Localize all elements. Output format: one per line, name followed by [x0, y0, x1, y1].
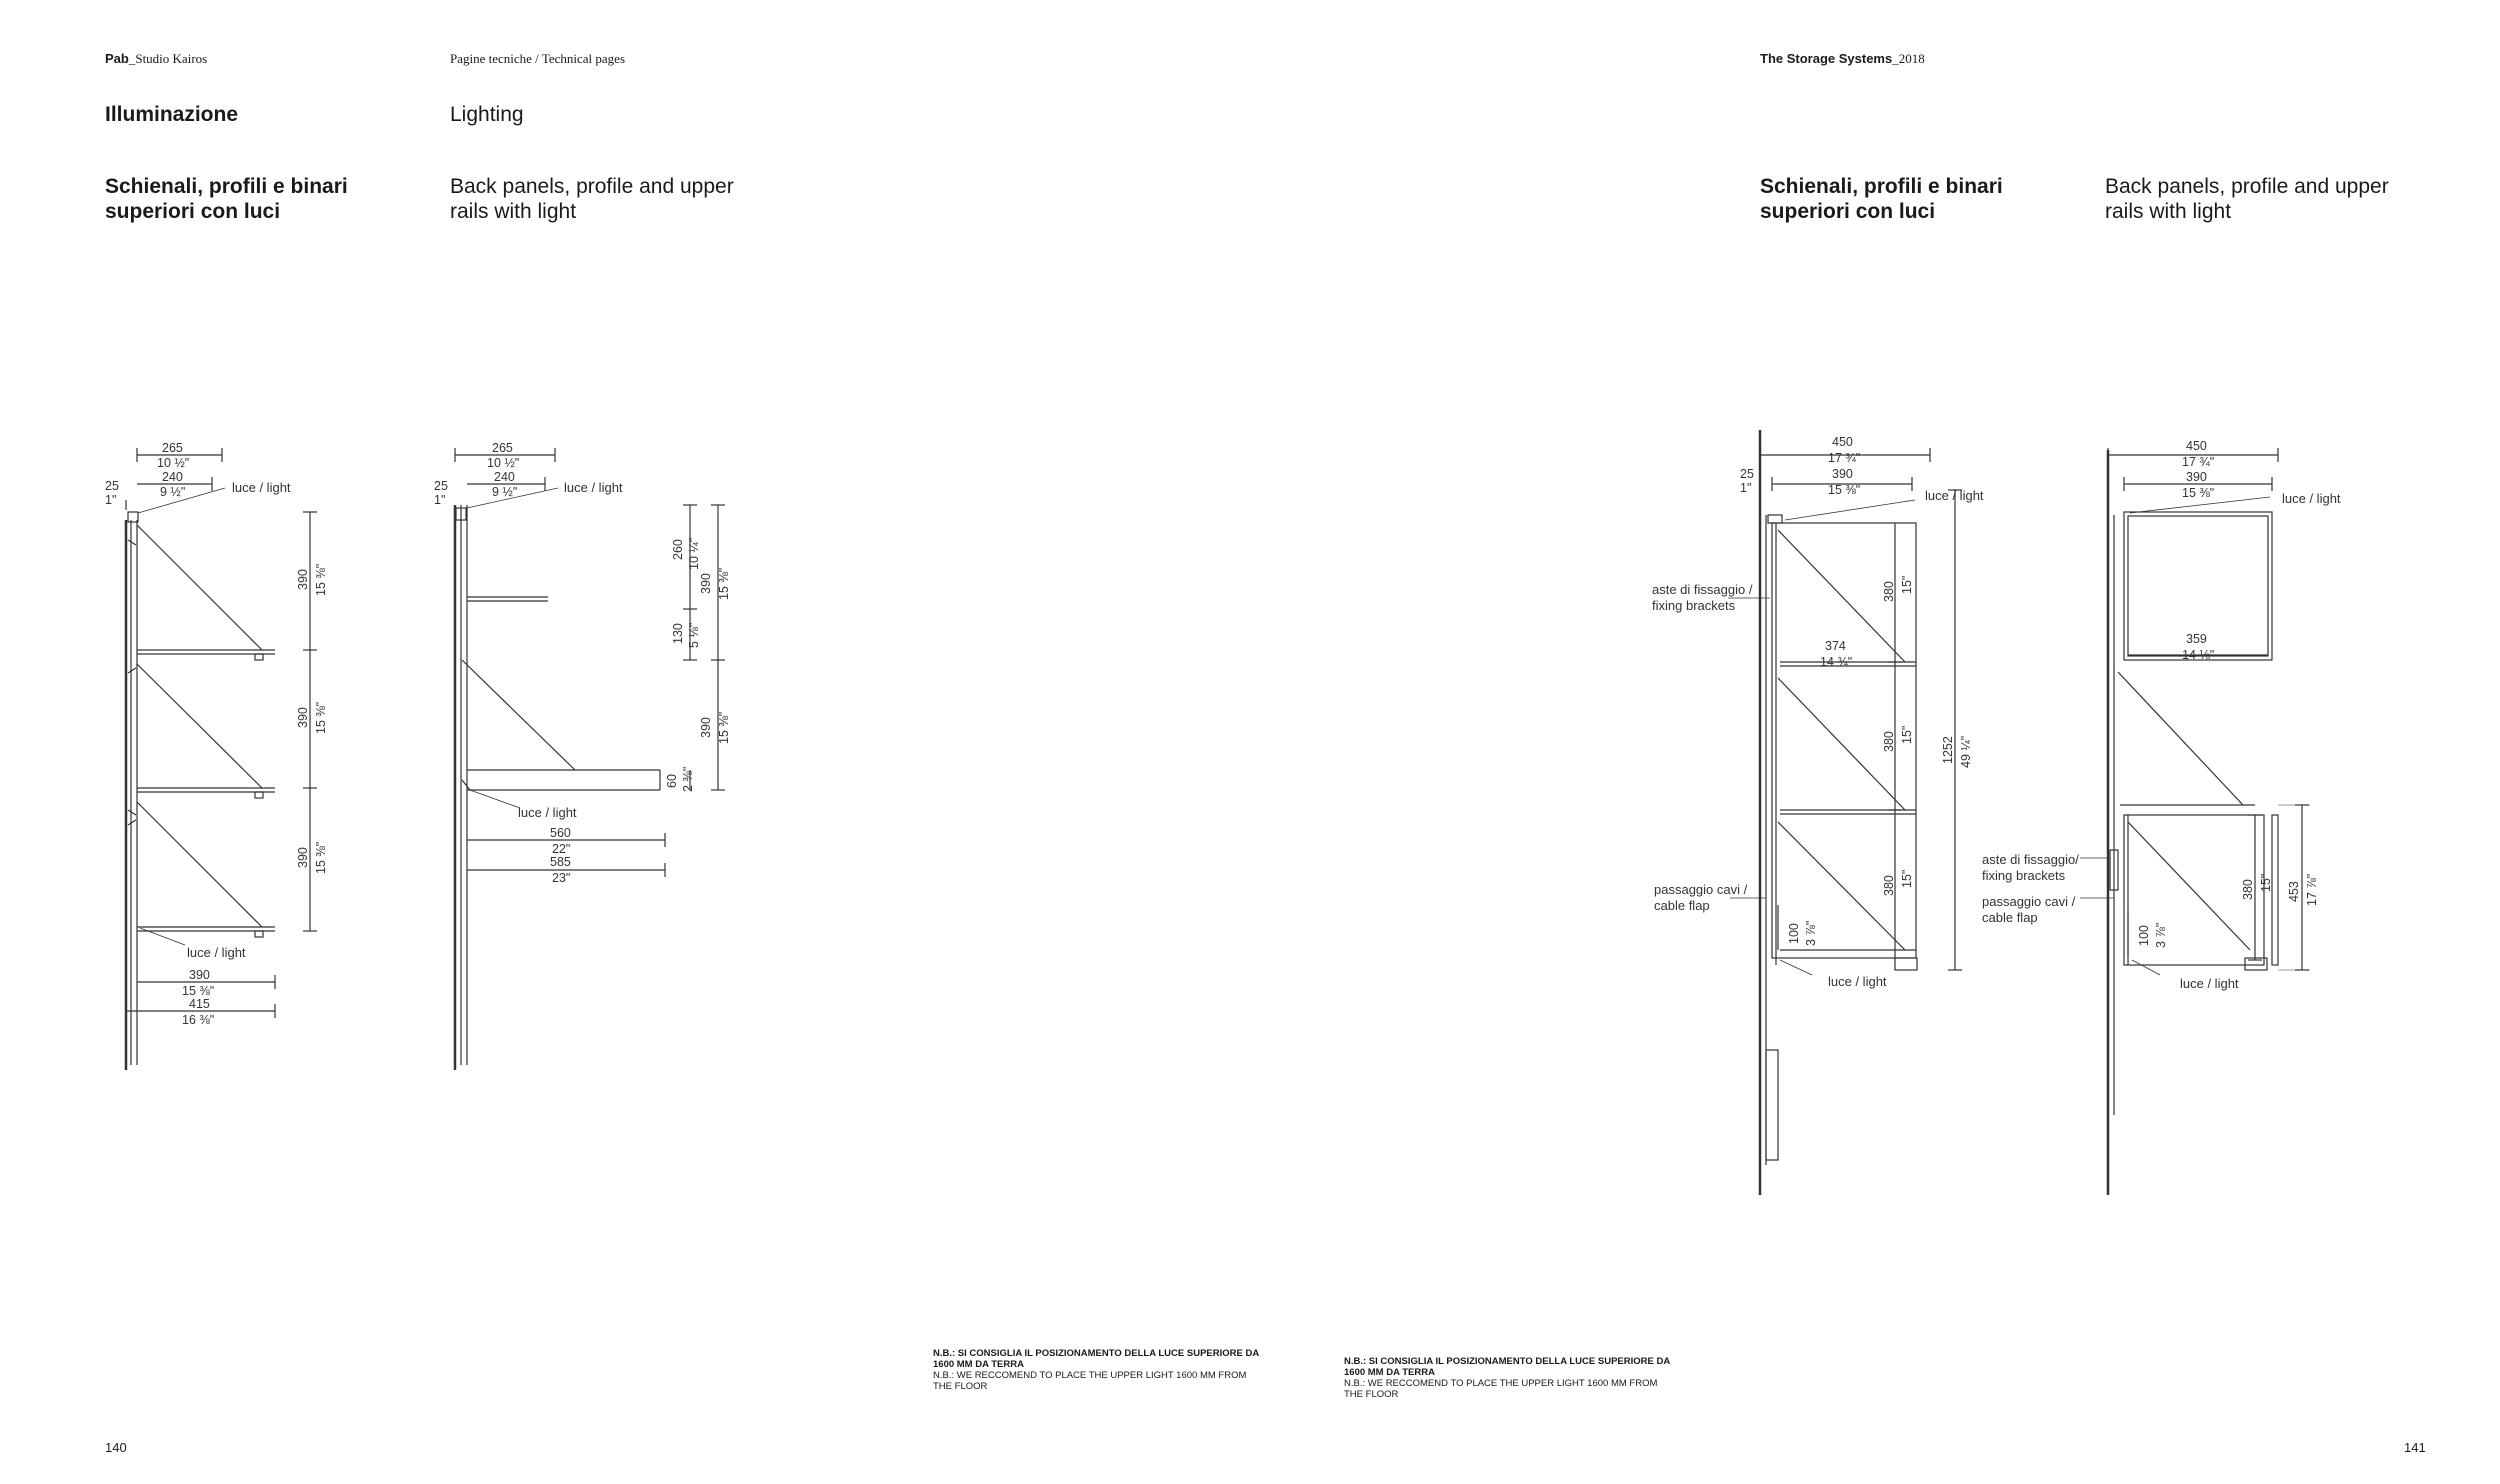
- dim-d2-265: 265: [492, 441, 513, 455]
- dim-d1-265-in: 10 ½": [157, 456, 190, 470]
- dim-d1-390-w: 390: [189, 968, 210, 982]
- drawing-cabinet-shelf: [2080, 448, 2310, 1195]
- dim-d4-450: 450: [2186, 439, 2207, 453]
- label-d2-light-top: luce / light: [564, 480, 623, 495]
- dim-d2-260-in: 10 ¼": [687, 537, 701, 570]
- catalog-name: The Storage Systems: [1760, 51, 1893, 66]
- dim-d4-390: 390: [2186, 470, 2207, 484]
- dim-d1-240-in: 9 ½": [160, 485, 186, 499]
- label-d4-cable-1: passaggio cavi /: [1982, 894, 2076, 909]
- dim-d2-390-b-in: 15 ⅜": [717, 711, 731, 744]
- dim-d4-380: 380: [2241, 879, 2255, 900]
- dim-d3-1252: 1252: [1941, 736, 1955, 764]
- dim-d1-390-w-in: 15 ⅜": [182, 984, 215, 998]
- dim-d2-130: 130: [671, 623, 685, 644]
- dim-d2-390-b: 390: [699, 717, 713, 738]
- label-d4-light-bottom: luce / light: [2180, 976, 2239, 991]
- dim-d3-374: 374: [1825, 639, 1846, 653]
- label-d4-cable-2: cable flap: [1982, 910, 2038, 925]
- dim-d4-450-in: 17 ¾": [2182, 455, 2215, 469]
- note-2-text: N.B.: WE RECCOMEND TO PLACE THE UPPER LIGHT 1600 MM FROM THE FLOOR: [1344, 1378, 1658, 1400]
- note-1-text: N.B.: WE RECCOMEND TO PLACE THE UPPER LIGHT 1600 MM FROM THE FLOOR: [933, 1370, 1247, 1392]
- dim-d2-25: 25: [434, 479, 448, 493]
- dim-d2-560-in: 22": [552, 842, 571, 856]
- dim-d1-415-in: 16 ⅜": [182, 1013, 215, 1027]
- brand-name: Pab: [105, 51, 129, 66]
- drawing-wall-shelves: [126, 448, 317, 1070]
- dim-d3-1252-in: 49 ¼": [1959, 735, 1973, 768]
- dim-d1-390-b: 390: [296, 707, 310, 728]
- dim-d3-380-a-in: 15": [1900, 575, 1914, 594]
- dim-d4-100: 100: [2137, 925, 2151, 946]
- dim-d2-1in: 1": [434, 493, 446, 507]
- dim-d2-130-in: 5 ⅛": [687, 622, 701, 648]
- dim-d3-390: 390: [1832, 467, 1853, 481]
- dim-d3-380-b-in: 15": [1900, 725, 1914, 744]
- label-d3-light-top: luce / light: [1925, 488, 1984, 503]
- note-1-bold: N.B.: SI CONSIGLIA IL POSIZIONAMENTO DELLA LUCE SUPERIORE DA 1600 MM DA TERRA: [933, 1348, 1259, 1370]
- label-d3-light-bottom: luce / light: [1828, 974, 1887, 989]
- dim-d4-359-in: 14 ⅛": [2182, 648, 2215, 662]
- catalog-year: _2018: [1892, 51, 1925, 66]
- page-title-it-right: Schienali, profili e binari superiori con luci: [1760, 175, 2003, 223]
- dim-d2-585-in: 23": [552, 871, 571, 885]
- section-title-it: Illuminazione: [105, 103, 239, 126]
- label-d3-brackets-2: fixing brackets: [1652, 598, 1736, 613]
- dim-d3-450: 450: [1832, 435, 1853, 449]
- dim-d1-390-c-in: 15 ⅜": [314, 841, 328, 874]
- label-d4-brackets-2: fixing brackets: [1982, 868, 2066, 883]
- dim-d3-100-in: 3 ⅞": [1804, 920, 1818, 946]
- note-2-bold: N.B.: SI CONSIGLIA IL POSIZIONAMENTO DELLA LUCE SUPERIORE DA 1600 MM DA TERRA: [1344, 1356, 1670, 1378]
- page-title-en-left: Back panels, profile and upper rails with light: [450, 175, 734, 223]
- dim-d4-100-in: 3 ⅞": [2154, 922, 2168, 948]
- label-d3-brackets-1: aste di fissaggio /: [1652, 582, 1753, 597]
- label-d3-cable-1: passaggio cavi /: [1654, 882, 1748, 897]
- dim-d2-260: 260: [671, 539, 685, 560]
- page-number-left: 140: [105, 1440, 127, 1455]
- label-d3-cable-2: cable flap: [1654, 898, 1710, 913]
- dim-d3-380-c: 380: [1882, 875, 1896, 896]
- dim-d2-240: 240: [494, 470, 515, 484]
- section-title-en: Lighting: [450, 103, 524, 126]
- dim-d1-390-c: 390: [296, 847, 310, 868]
- dim-d1-415: 415: [189, 997, 210, 1011]
- dim-d4-453-in: 17 ⅞": [2305, 873, 2319, 906]
- label-d1-light-bottom: luce / light: [187, 945, 246, 960]
- dim-d2-390-a-in: 15 ⅜": [717, 567, 731, 600]
- label-d4-light-top: luce / light: [2282, 491, 2341, 506]
- dim-d3-450-in: 17 ¾": [1828, 451, 1861, 465]
- dim-d4-380-in: 15": [2259, 873, 2273, 892]
- dim-d2-265-in: 10 ½": [487, 456, 520, 470]
- dim-d3-380-a: 380: [1882, 581, 1896, 602]
- label-d4-brackets-1: aste di fissaggio/: [1982, 852, 2079, 867]
- dim-d1-390-b-in: 15 ⅜": [314, 701, 328, 734]
- dim-d2-560: 560: [550, 826, 571, 840]
- page-title-en-right: Back panels, profile and upper rails with light: [2105, 175, 2389, 223]
- dim-d1-25: 25: [105, 479, 119, 493]
- dim-d3-1in: 1": [1740, 481, 1752, 495]
- note-recommendation-1: [933, 1348, 1263, 1392]
- dim-d2-60: 60: [665, 774, 679, 788]
- dim-d2-60-in: 2 ⅜": [681, 766, 695, 792]
- note-recommendation-2: [1344, 1356, 1674, 1400]
- page-number-right: 141: [2404, 1440, 2426, 1455]
- label-d1-light-top: luce / light: [232, 480, 291, 495]
- dim-d4-453: 453: [2287, 881, 2301, 902]
- dim-d1-390-a-in: 15 ⅜": [314, 563, 328, 596]
- brand-studio: _Studio Kairos: [128, 51, 208, 66]
- dim-d3-380-b: 380: [1882, 731, 1896, 752]
- dim-d3-100: 100: [1787, 923, 1801, 944]
- dim-d3-390-in: 15 ⅜": [1828, 483, 1861, 497]
- dim-d2-585: 585: [550, 855, 571, 869]
- label-d2-light-bottom: luce / light: [518, 805, 577, 820]
- dim-d4-359: 359: [2186, 632, 2207, 646]
- drawing-cabinet-three: [1728, 430, 1962, 1195]
- dim-d1-265: 265: [162, 441, 183, 455]
- dim-d1-240: 240: [162, 470, 183, 484]
- dim-d3-374-in: 14 ¾": [1820, 655, 1853, 669]
- dim-d1-390-a: 390: [296, 569, 310, 590]
- dim-d2-390-a: 390: [699, 573, 713, 594]
- page-title-it-left: Schienali, profili e binari superiori con luci: [105, 175, 348, 223]
- dim-d2-240-in: 9 ½": [492, 485, 518, 499]
- dim-d4-390-in: 15 ⅜": [2182, 486, 2215, 500]
- dim-d3-380-c-in: 15": [1900, 869, 1914, 888]
- section-header: Pagine tecniche / Technical pages: [450, 51, 625, 66]
- dim-d3-25: 25: [1740, 467, 1754, 481]
- dim-d1-1in: 1": [105, 493, 117, 507]
